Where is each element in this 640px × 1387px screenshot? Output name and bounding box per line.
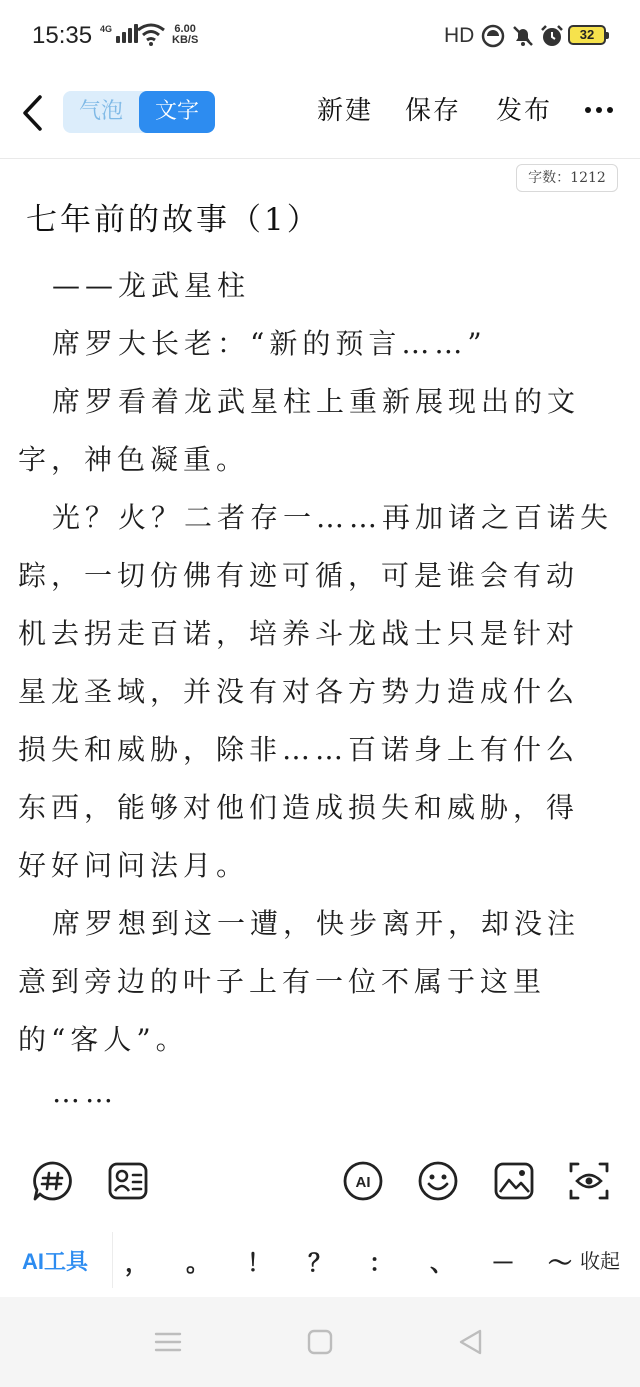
text-line[interactable]: 星龙圣域，并没有对各方势力造成什么 [18,675,580,708]
new-button[interactable]: 新建 [317,96,374,126]
mode-text-tab[interactable]: 文字 [139,91,215,133]
home-icon[interactable] [306,1328,334,1356]
punctuation-key[interactable]: 。 [186,1248,210,1277]
mode-switch [63,91,215,133]
punctuation-key[interactable]: ～ [548,1248,572,1277]
signal-icon [100,24,138,43]
punctuation-key[interactable]: ？ [308,1248,332,1277]
text-line[interactable]: 字，神色凝重。 [18,443,250,476]
text-line[interactable]: 光？火？二者存一……再加诸之百诺失 [52,501,614,534]
mode-bubble-tab[interactable]: 气泡 [78,99,123,124]
speed-unit: KB/S [172,34,199,46]
status-time: 15:35 [32,22,93,49]
menu-icon[interactable] [154,1328,182,1356]
back-triangle-icon[interactable] [457,1328,485,1356]
punctuation-key[interactable]: － [491,1248,515,1277]
battery-icon: 32 [568,25,606,45]
header-divider [0,158,640,159]
ai-icon[interactable] [341,1159,385,1203]
word-count-badge: 字数：1212 [516,164,618,192]
collapse-button[interactable]: 收起 [580,1249,620,1273]
text-line[interactable]: 的“客人”。 [18,1023,189,1056]
ai-tools-button[interactable]: AI工具 [22,1249,89,1274]
network-type: 4G [100,24,113,34]
ai-icon-label: AI [355,1174,371,1191]
text-line[interactable]: 踪，一切仿佛有迹可循，可是谁会有动 [18,559,580,592]
punctuation-key[interactable]: 、 [430,1248,454,1277]
text-line[interactable]: 损失和威胁，除非……百诺身上有什么 [18,733,580,766]
mute-icon [511,24,535,48]
hd-indicator: HD [444,24,475,47]
back-button[interactable] [20,94,44,132]
text-line[interactable]: 席罗想到这一遭，快步离开，却没注 [52,907,581,940]
punctuation-key[interactable]: ， [125,1248,149,1277]
contact-card-icon[interactable] [106,1159,150,1203]
image-icon[interactable] [492,1159,536,1203]
network-speed [172,24,198,46]
data-saver-icon [481,24,505,48]
text-line[interactable]: 好好问问法月。 [18,849,250,882]
text-line[interactable]: ——龙武星柱 [52,269,251,302]
text-line[interactable]: …… [52,1076,118,1109]
preview-icon[interactable] [567,1159,611,1203]
publish-button[interactable]: 发布 [496,96,553,126]
text-line[interactable]: 机去拐走百诺，培养斗龙战士只是针对 [18,617,580,650]
punctuation-key[interactable]: ： [369,1248,393,1277]
text-line[interactable]: 席罗看着龙武星柱上重新展现出的文 [52,385,581,418]
more-options-icon[interactable] [583,98,615,118]
text-line[interactable]: 意到旁边的叶子上有一位不属于这里 [18,965,547,998]
punctuation-divider [112,1232,113,1288]
punctuation-key[interactable]: ！ [247,1248,271,1277]
text-line[interactable]: 东西，能够对他们造成损失和威胁，得 [18,791,580,824]
wifi-icon [136,22,166,46]
status-bar [0,0,640,72]
topic-icon[interactable] [31,1159,75,1203]
speed-value: 6.00 [174,23,196,35]
text-line[interactable]: 席罗大长老：“新的预言……” [52,327,487,360]
alarm-icon [540,24,564,48]
emoji-icon[interactable] [416,1159,460,1203]
document-title[interactable]: 七年前的故事（1） [26,202,321,238]
save-button[interactable]: 保存 [405,96,462,126]
